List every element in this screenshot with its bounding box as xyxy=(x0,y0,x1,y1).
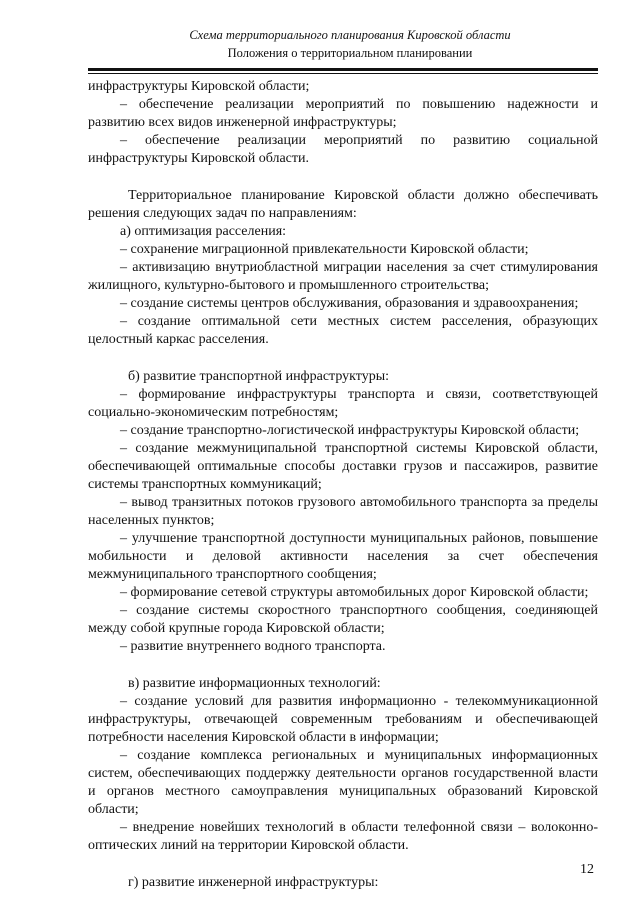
section-heading: б) развитие транспортной инфраструктуры: xyxy=(128,369,390,384)
bullet-item: – формирование сетевой структуры автомобильных дорог Кировской области; xyxy=(120,585,589,600)
bullet-item: – создание межмуниципальной транспортной системы Кировской области, обеспечивающей оптимальные способы доставки грузов и пассажиров, развитие системы транспортных коммуникаций; xyxy=(88,441,598,492)
bullet-item: – создание системы центров обслуживания, образования и здравоохранения; xyxy=(120,296,579,311)
page-number: 12 xyxy=(580,862,594,877)
bullet-item: – обеспечение реализации мероприятий по развитию социальной инфраструктуры Кировской области. xyxy=(88,133,598,166)
bullet-item: – создание транспортно-логистической инфраструктуры Кировской области; xyxy=(120,423,580,438)
spacer xyxy=(88,656,598,675)
bullet-item: – создание системы скоростного транспортного сообщения, соединяющей между собой крупные города Кировской области; xyxy=(88,603,598,636)
bullet-item: – активизацию внутриобластной миграции населения за счет стимулирования жилищного, культурно-бытового и промышленного строительства; xyxy=(88,260,598,293)
section-heading: г) развитие инженерной инфраструктуры: xyxy=(128,875,379,890)
section-heading: а) оптимизация расселения: xyxy=(120,224,287,239)
bullet-item: – обеспечение реализации мероприятий по повышению надежности и развитию всех видов инженерной инфраструктуры; xyxy=(88,97,598,130)
bullet-item: – внедрение новейших технологий в области телефонной связи – волоконно-оптических линий на территории Кировской области. xyxy=(88,820,598,853)
running-header-subtitle: Положения о территориальном планировании xyxy=(227,46,473,60)
spacer xyxy=(88,855,598,874)
bullet-item: – развитие внутреннего водного транспорта. xyxy=(120,639,386,654)
bullet-item: – сохранение миграционной привлекательности Кировской области; xyxy=(120,242,529,257)
spacer xyxy=(88,168,598,187)
page-body xyxy=(88,78,598,892)
bullet-item: – формирование инфраструктуры транспорта и связи, соответствующей социально-экономическим потребностям; xyxy=(88,387,598,420)
bullet-item: – вывод транзитных потоков грузового автомобильного транспорта за пределы населенных пунктов; xyxy=(88,495,598,528)
header-rule-thick xyxy=(88,68,598,71)
bullet-item: – создание оптимальной сети местных систем расселения, образующих целостный каркас расселения. xyxy=(88,314,598,347)
bullet-item: – создание условий для развития информационно - телекоммуникационной инфраструктуры, отвечающей современным требованиям и обеспечивающей потребности населения Кировской области в информации; xyxy=(88,694,598,745)
paragraph: Территориальное планирование Кировской области должно обеспечивать решения следующих задач по направлениям: xyxy=(88,188,598,221)
section-heading: в) развитие информационных технологий: xyxy=(128,676,381,691)
header-rule-thin xyxy=(88,73,598,74)
bullet-item: – улучшение транспортной доступности муниципальных районов, повышение мобильности и деловой активности населения за счет обеспечения межмуниципального транспортного сообщения; xyxy=(88,531,598,582)
spacer xyxy=(88,349,598,368)
running-header-title: Схема территориального планирования Кировской области xyxy=(189,28,511,42)
paragraph: инфраструктуры Кировской области; xyxy=(88,79,310,94)
bullet-item: – создание комплекса региональных и муниципальных информационных систем, обеспечивающих поддержку деятельности органов государственной власти и органов местного самоуправления муниципальных образований Кировской области; xyxy=(88,748,598,817)
